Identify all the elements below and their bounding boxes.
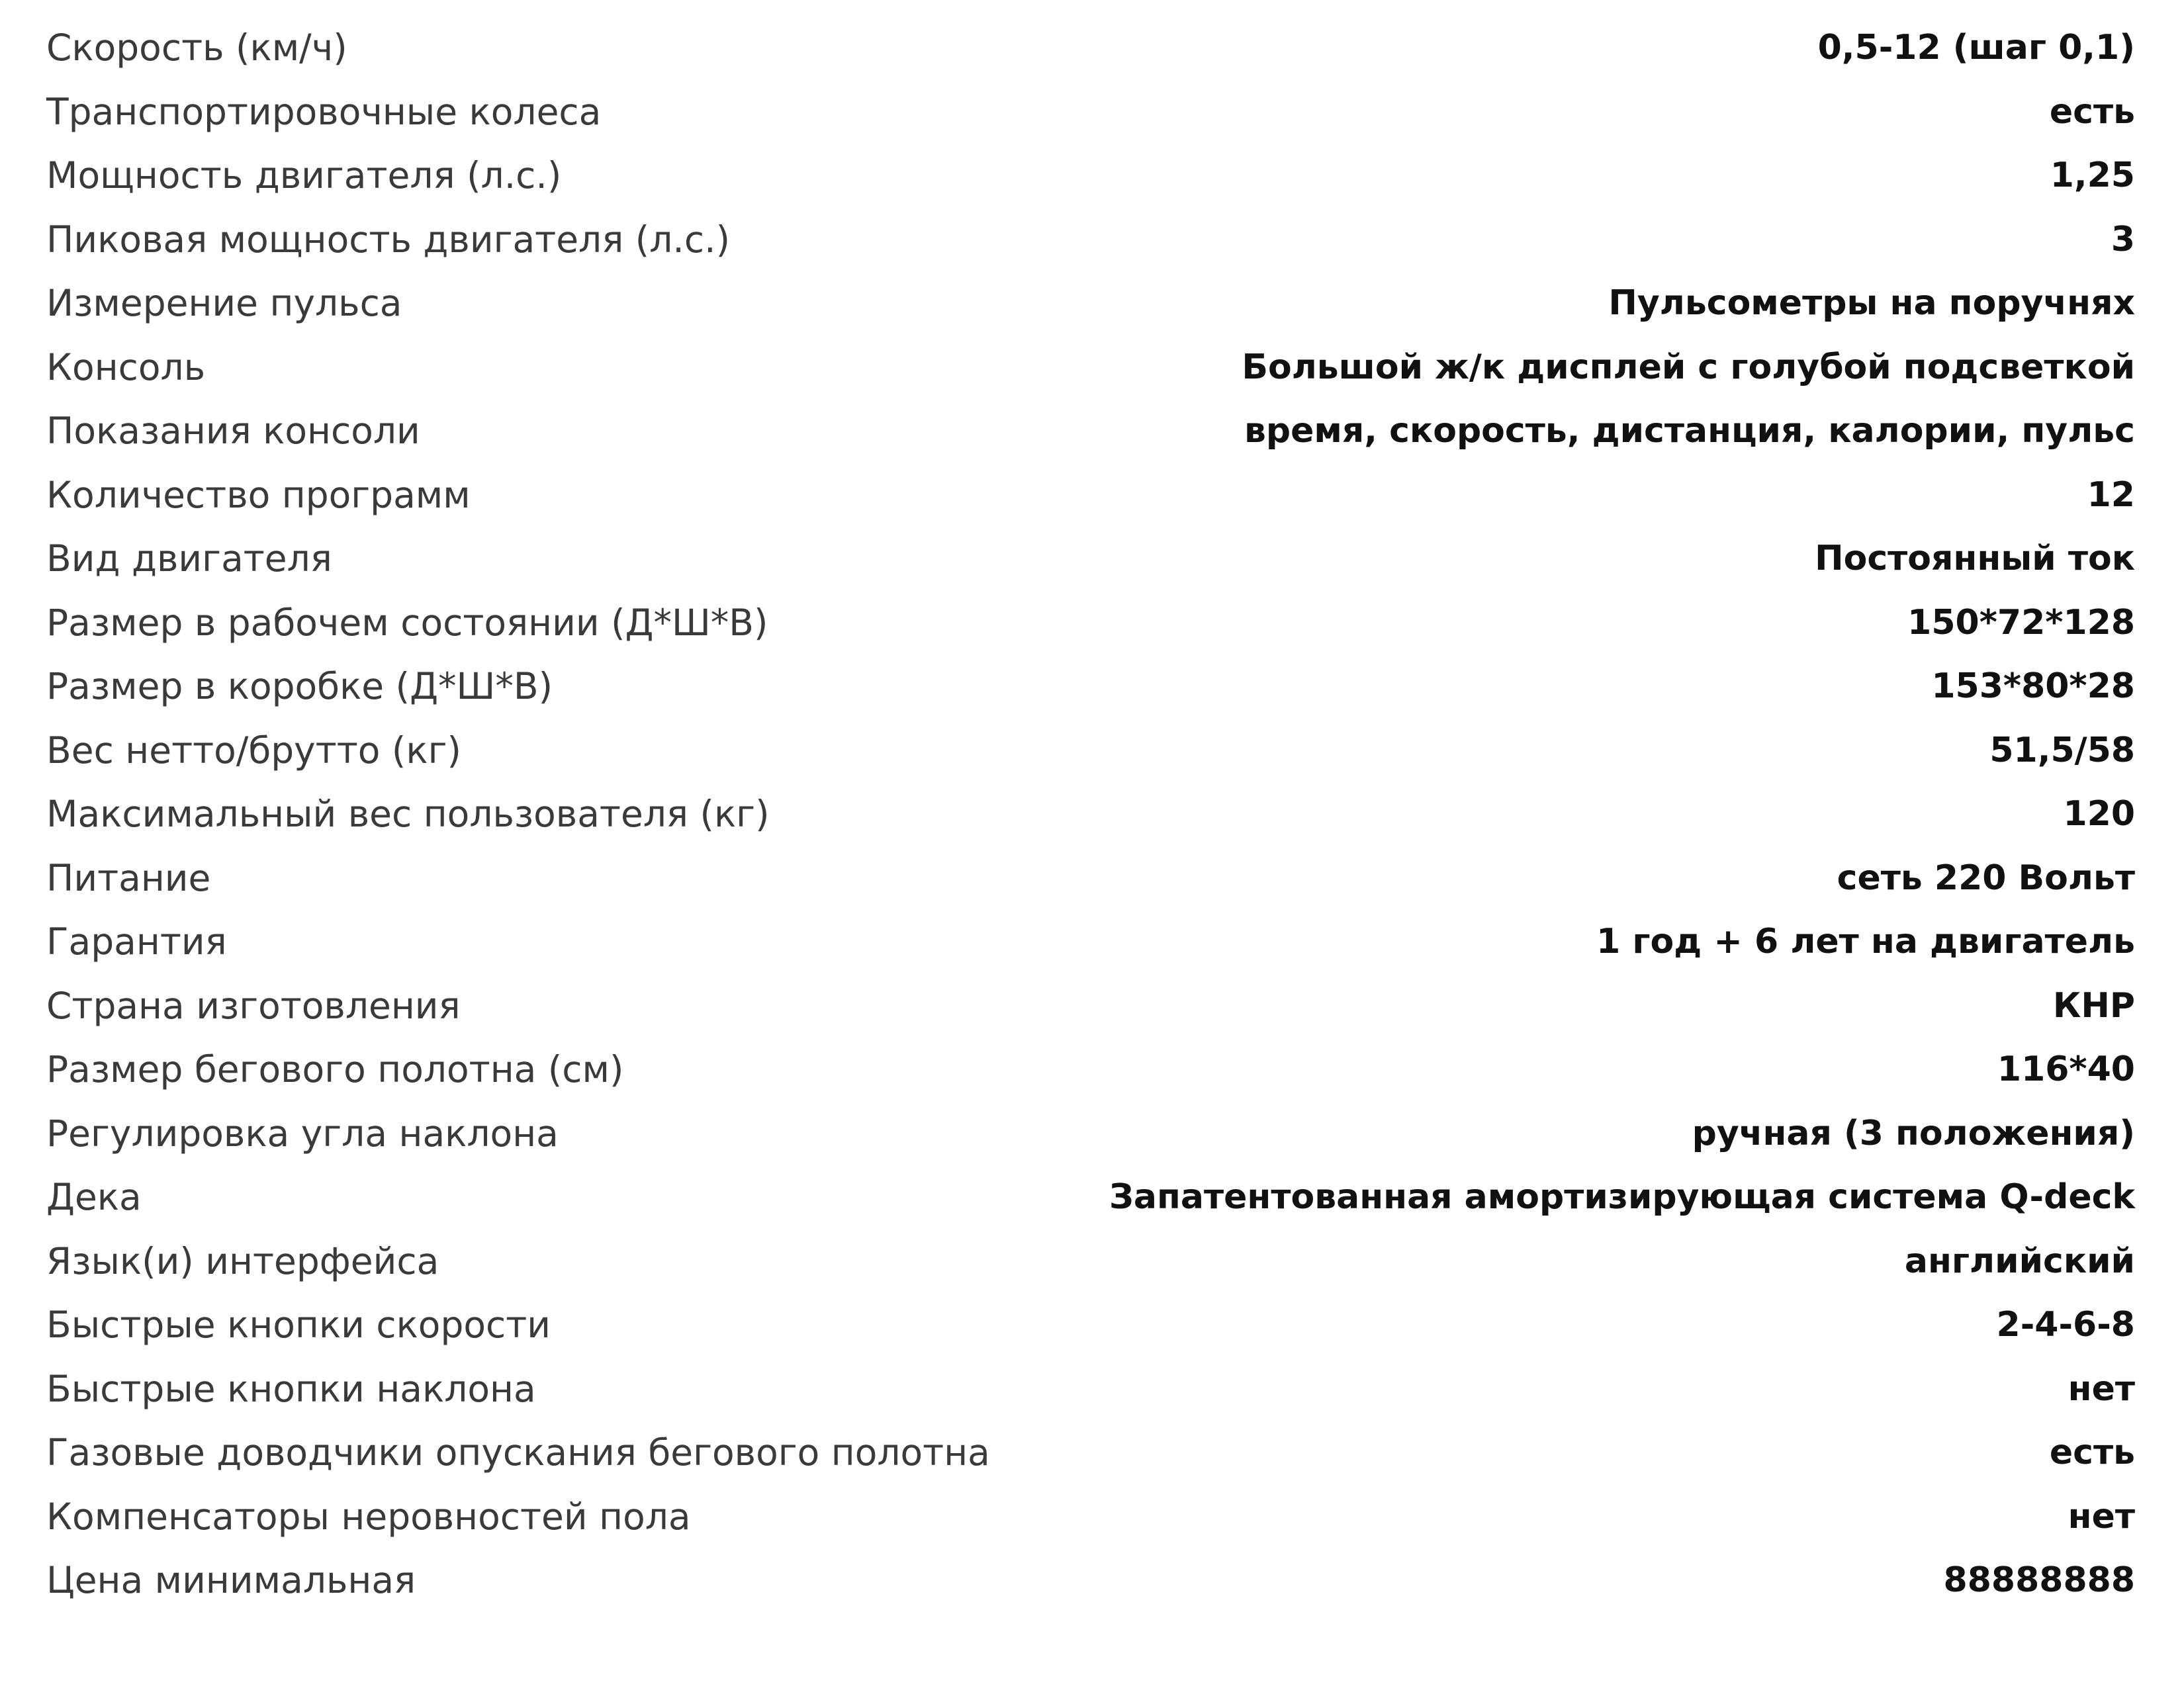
spec-label: Вид двигателя (46, 537, 332, 580)
spec-value: КНР (2052, 985, 2135, 1026)
spec-row-weight (46, 719, 2135, 783)
spec-row-pulse (46, 271, 2135, 335)
spec-value: 88888888 (1943, 1560, 2135, 1600)
spec-value: 12 (2087, 474, 2135, 515)
spec-value: нет (2068, 1368, 2135, 1409)
spec-table (46, 16, 2135, 1613)
spec-row-speed-quick-keys (46, 1293, 2135, 1357)
spec-value: Большой ж/к дисплей с голубой подсветкой (1242, 347, 2135, 387)
spec-value: 1 год + 6 лет на двигатель (1596, 922, 2135, 961)
spec-row-floor-levelers (46, 1485, 2135, 1549)
spec-row-motor-type (46, 527, 2135, 591)
spec-label: Гарантия (46, 920, 227, 963)
spec-label: Язык(и) интерфейса (46, 1239, 439, 1282)
spec-label: Количество программ (46, 473, 471, 516)
spec-row-country (46, 974, 2135, 1038)
spec-label: Цена минимальная (46, 1559, 416, 1601)
spec-label: Скорость (км/ч) (46, 26, 347, 69)
spec-label: Мощность двигателя (л.с.) (46, 154, 562, 197)
spec-label: Компенсаторы неровностей пола (46, 1495, 691, 1538)
spec-label: Регулировка угла наклона (46, 1112, 559, 1155)
spec-row-peak-power (46, 208, 2135, 272)
spec-value: время, скорость, дистанция, калории, пульс (1244, 411, 2135, 451)
spec-value: 0,5-12 (шаг 0,1) (1817, 28, 2135, 67)
spec-row-power-supply (46, 846, 2135, 911)
spec-value: Запатентованная амортизирующая система Q-deck (1109, 1177, 2135, 1217)
spec-row-max-user-weight (46, 782, 2135, 846)
spec-row-transport-wheels (46, 80, 2135, 144)
spec-row-console-readings (46, 399, 2135, 463)
spec-label: Максимальный вес пользователя (кг) (46, 793, 770, 835)
spec-row-speed (46, 16, 2135, 80)
spec-value: 1,25 (2050, 156, 2135, 195)
spec-value: сеть 220 Вольт (1837, 858, 2135, 898)
spec-label: Измерение пульса (46, 282, 402, 324)
spec-label: Показания консоли (46, 410, 420, 452)
spec-row-motor-power (46, 144, 2135, 208)
spec-row-incline-adjustment (46, 1102, 2135, 1166)
spec-row-interface-language (46, 1229, 2135, 1294)
spec-label: Транспортировочные колеса (46, 90, 602, 133)
spec-value: 3 (2111, 219, 2135, 259)
spec-label: Быстрые кнопки скорости (46, 1304, 551, 1346)
spec-value: ручная (3 положения) (1692, 1113, 2135, 1153)
spec-value: Пульсометры на поручнях (1608, 283, 2135, 323)
spec-value: Постоянный ток (1815, 539, 2135, 578)
spec-label: Размер бегового полотна (см) (46, 1048, 624, 1091)
spec-label: Страна изготовления (46, 984, 461, 1027)
spec-row-working-size (46, 591, 2135, 655)
spec-row-deck (46, 1165, 2135, 1229)
spec-value: 120 (2063, 794, 2135, 834)
spec-row-programs (46, 463, 2135, 527)
spec-label: Питание (46, 856, 211, 899)
spec-value: 150*72*128 (1907, 602, 2135, 643)
spec-label: Быстрые кнопки наклона (46, 1367, 536, 1410)
spec-row-min-price (46, 1548, 2135, 1613)
spec-label: Консоль (46, 345, 206, 388)
spec-value: английский (1904, 1241, 2135, 1281)
spec-value: 116*40 (1997, 1049, 2135, 1089)
spec-label: Вес нетто/брутто (кг) (46, 729, 461, 772)
spec-row-warranty (46, 910, 2135, 974)
spec-value: 153*80*28 (1931, 666, 2135, 706)
spec-label: Газовые доводчики опускания бегового полотна (46, 1431, 990, 1474)
spec-label: Дека (46, 1176, 142, 1218)
spec-row-incline-quick-keys (46, 1357, 2135, 1421)
spec-label: Размер в рабочем состоянии (Д*Ш*В) (46, 601, 768, 644)
spec-row-belt-size (46, 1038, 2135, 1102)
spec-value: 51,5/58 (1989, 730, 2135, 770)
spec-value: есть (2049, 91, 2135, 132)
spec-value: нет (2068, 1496, 2135, 1537)
spec-row-box-size (46, 654, 2135, 719)
spec-label: Размер в коробке (Д*Ш*В) (46, 665, 553, 707)
spec-row-gas-dampers (46, 1421, 2135, 1485)
spec-row-console (46, 335, 2135, 400)
spec-label: Пиковая мощность двигателя (л.с.) (46, 218, 731, 261)
spec-value: 2-4-6-8 (1996, 1305, 2135, 1345)
spec-value: есть (2049, 1433, 2135, 1472)
